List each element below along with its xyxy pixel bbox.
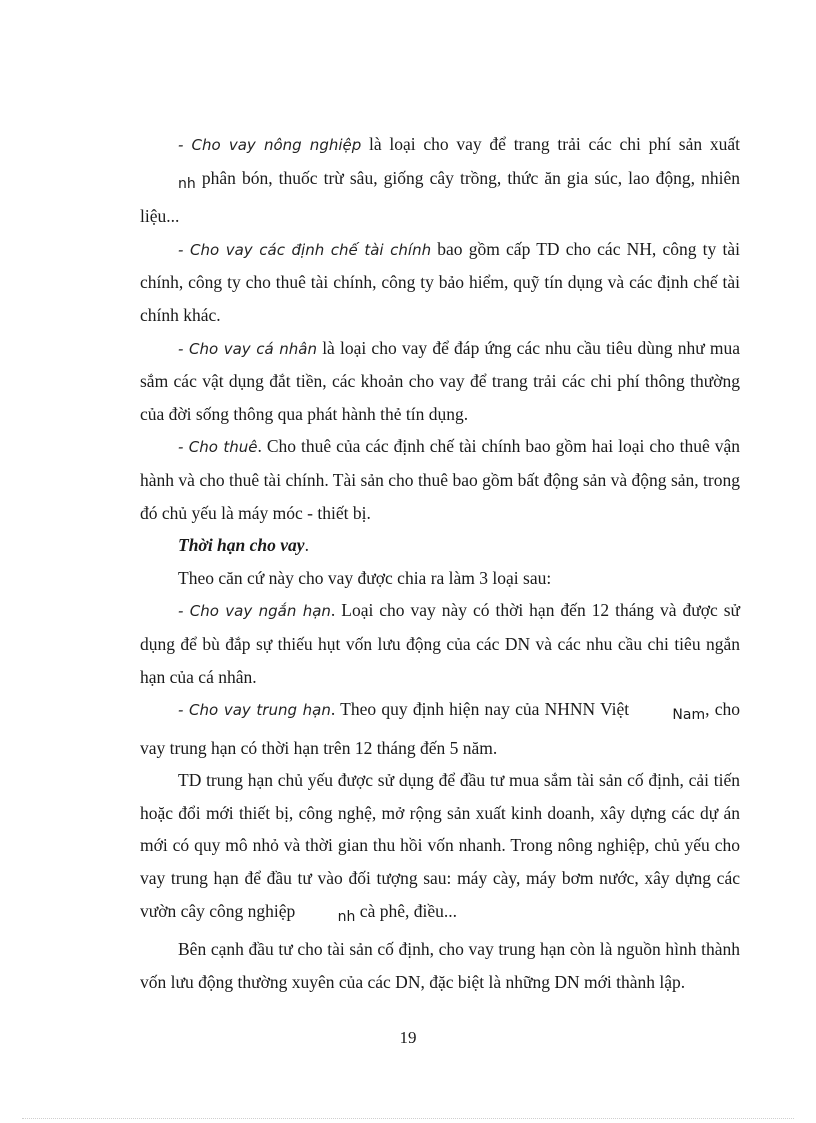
paragraph-financial-institution-loans: - Cho vay các định chế tài chính bao gồm cấp TD cho các NH, công ty tài chính, công ty cho thuê tài chính, công ty bảo hiểm, quỹ tín dụng và các định chế tài chính khác. [140, 238, 740, 325]
paragraph-leasing: - Cho thuê. Cho thuê của các định chế tài chính bao gồm hai loại cho thuê vận hành và cho thuê tài chính. Tài sản cho thuê bao gồm bất động sản và động sản, trong đó chủ yếu là máy móc - thiết bị. [140, 436, 740, 523]
subscript-nam: Nam [672, 707, 706, 724]
term-financial-institution-loans: - Cho vay các định chế tài chính [178, 240, 432, 259]
paragraph-short-term: - Cho vay ngắn hạn. Loại cho vay này có thời hạn đến 12 tháng và được sử dụng để bù đắp sự thiếu hụt vốn lưu động của các DN và các nhu cầu chi tiêu ngắn hạn của cá nhân. [140, 600, 740, 687]
paragraph-medium-term: - Cho vay trung hạn. Theo quy định hiện nay của NHNN Việt Nam, cho vay trung hạn có thời hạn trên 12 tháng đến 5 năm. [140, 699, 740, 758]
term-personal-loans: - Cho vay cá nhân [178, 339, 317, 358]
subscript-nh-2: nh [337, 908, 356, 925]
paragraph-medium-term-usage: TD trung hạn chủ yếu được sử dụng để đầu tư mua sắm tài sản cố định, cải tiến hoặc đổi mới thiết bị, công nghệ, mở rộng sản xuất kinh doanh, xây dựng các dự án mới có quy mô nhỏ và thời gian thu hồi vốn nhanh. Trong nông nghiệp, chủ yếu cho vay trung hạn để đầu tư vào đối tượng sau: máy cày, máy bơm nước, xây dựng các vườn cây công nghiệp nh cà phê, điều... [140, 764, 740, 933]
term-short-term: - Cho vay ngắn hạn [178, 602, 331, 621]
page-number: 19 [399, 1028, 417, 1047]
term-agricultural-loans: - Cho vay nông nghiệp [178, 136, 362, 154]
paragraph-personal-loans: - Cho vay cá nhân là loại cho vay để đáp ứng các nhu cầu tiêu dùng như mua sắm các vật dụng đắt tiền, các khoản cho vay để trang trải các chi phí thông thường của đời sống thông qua phát hành thẻ tín dụng. [140, 337, 740, 424]
paragraph-intro: Theo căn cứ này cho vay được chia ra làm 3 loại sau: [178, 567, 552, 588]
term-medium-term: - Cho vay trung hạn [178, 701, 331, 720]
footer-divider [22, 1118, 794, 1119]
term-leasing: - Cho thuê [178, 438, 258, 457]
subscript-nh: nh [178, 175, 196, 192]
paragraph-working-capital: Bên cạnh đầu tư cho tài sản cố định, cho vay trung hạn còn là nguồn hình thành vốn lưu động thường xuyên của các DN, đặc biệt là những DN mới thành lập. [140, 939, 740, 992]
paragraph-agricultural-loans: - Cho vay nông nghiệp là loại cho vay để trang trải các chi phí sản xuất nh phân bón, thuốc trừ sâu, giống cây trồng, thức ăn gia súc, lao động, nhiên liệu... [140, 134, 740, 227]
section-heading: Thời hạn cho vay. [178, 535, 309, 556]
body-text [140, 128, 740, 998]
heading-loan-term: Thời hạn cho vay [178, 535, 305, 556]
